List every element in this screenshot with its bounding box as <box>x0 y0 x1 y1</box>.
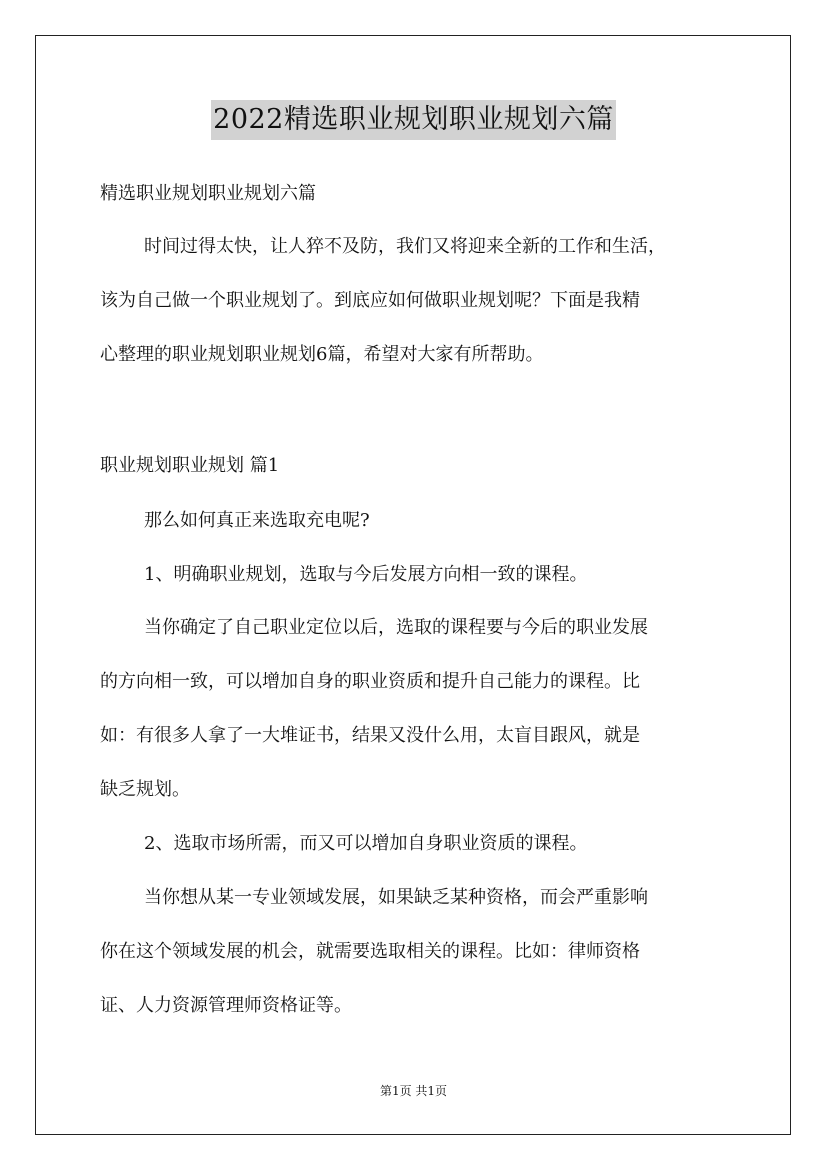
document-title: 2022精选职业规划职业规划六篇 <box>211 100 616 140</box>
para1-line-3: 如：有很多人拿了一大堆证书，结果又没什么用，太盲目跟风，就是 <box>100 725 640 746</box>
section-heading: 职业规划职业规划 篇1 <box>100 455 280 476</box>
para1-line-1: 当你确定了自己职业定位以后，选取的课程要与今后的职业发展 <box>144 617 648 638</box>
para2-line-1: 当你想从某一专业领域发展，如果缺乏某种资格，而会严重影响 <box>144 887 648 908</box>
para1-line-4: 缺乏规划。 <box>100 779 190 800</box>
document-subtitle: 精选职业规划职业规划六篇 <box>100 183 316 204</box>
para2-line-3: 证、人力资源管理师资格证等。 <box>100 995 352 1016</box>
point-1: 1、明确职业规划，选取与今后发展方向相一致的课程。 <box>144 564 588 585</box>
intro-line-2: 该为自己做一个职业规划了。到底应如何做职业规划呢？下面是我精 <box>100 290 640 311</box>
para2-line-2: 你在这个领域发展的机会，就需要选取相关的课程。比如：律师资格 <box>100 941 640 962</box>
page-footer: 第1页 共1页 <box>379 1084 448 1098</box>
intro-line-1: 时间过得太快，让人猝不及防，我们又将迎来全新的工作和生活， <box>144 236 666 257</box>
para1-line-2: 的方向相一致，可以增加自身的职业资质和提升自己能力的课程。比 <box>100 671 640 692</box>
intro-line-3: 心整理的职业规划职业规划6篇，希望对大家有所帮助。 <box>100 344 544 365</box>
question-line: 那么如何真正来选取充电呢? <box>144 510 370 531</box>
title-container <box>0 100 827 140</box>
point-2: 2、选取市场所需，而又可以增加自身职业资质的课程。 <box>144 833 588 854</box>
